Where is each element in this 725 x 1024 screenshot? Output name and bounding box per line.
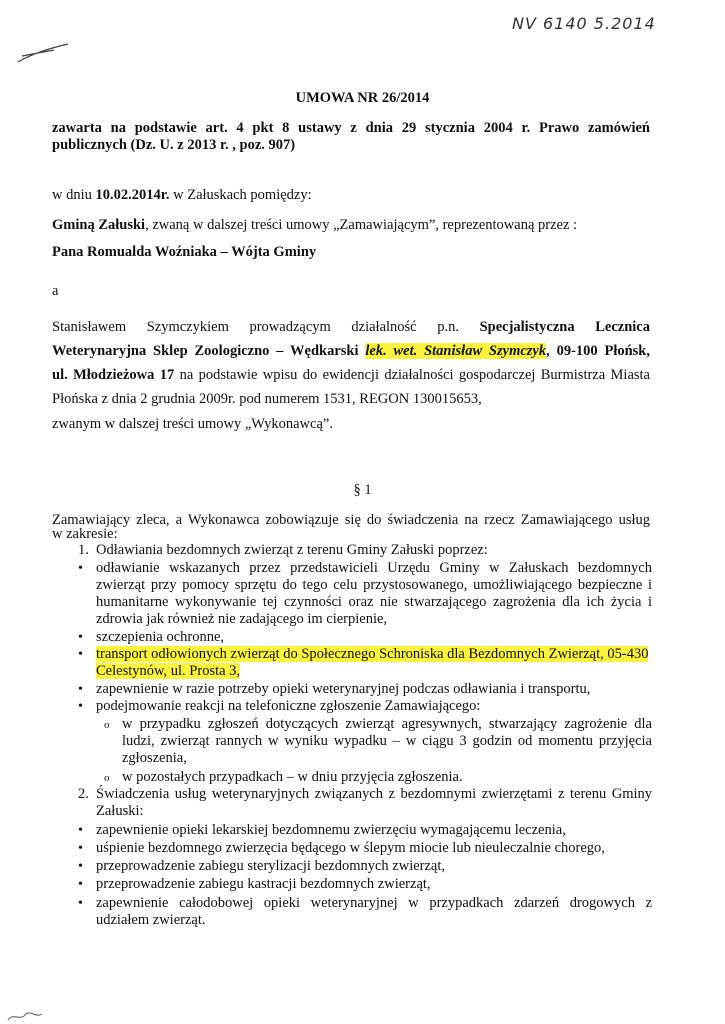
- circle-bullet-icon: o: [104, 719, 110, 731]
- bullet-icon: •: [78, 647, 83, 662]
- item1-number: 1.: [78, 542, 89, 558]
- party2-line5: zwanym w dalszej treści umowy „Wykonawcą”.: [52, 416, 333, 432]
- item1-sub2: w pozostałych przypadkach – w dniu przyjęcia zgłoszenia.: [122, 769, 463, 785]
- item1-bullet4: zapewnienie w razie potrzeby opieki weterynaryjnej podczas odławiania i transportu,: [96, 681, 591, 697]
- contract-date: 10.02.2014r.: [95, 187, 170, 203]
- bullet-icon: •: [78, 561, 83, 576]
- item1-bullet1: odławianie wskazanych przez przedstawicieli Urzędu Gminy w Załuskach bezdomnych zwierząt przy pomocy sprzętu do tego celu przystosowanego, umożliwiającego bezpieczne i humanitarne wykonywanie tej czynności oraz nie stwarzającego zagrożenia dla ich życia i zdrowia jak również nie zadającego im cierpienie,: [96, 560, 652, 627]
- item1-sub1: w przypadku zgłoszeń dotyczących zwierząt agresywnych, stwarzający zagrożenie dla ludzi, zwierząt rannych w wyniku wypadku – w ciągu 3 godzin od momentu przyjęcia zgłoszenia,: [122, 716, 652, 766]
- bullet-icon: •: [78, 823, 83, 838]
- item2-bullet1: zapewnienie opieki lekarskiej bezdomnemu zwierzęciu wymagającemu leczenia,: [96, 822, 566, 838]
- party2-line1: Stanisławem Szymczykiem prowadzącym działalność p.n. Specjalistyczna Lecznica: [52, 319, 650, 335]
- item2-bullet2: uśpienie bezdomnego zwierzęcia będącego w ślepym miocie lub nieuleczalnie chorego,: [96, 840, 605, 856]
- bullet-icon: •: [78, 682, 83, 697]
- party1-representative: Pana Romualda Woźniaka – Wójta Gminy: [52, 244, 317, 260]
- item2-bullet4: przeprowadzenie zabiegu kastracji bezdomnych zwierząt,: [96, 876, 431, 892]
- item2-number: 2.: [78, 786, 89, 802]
- bullet-icon: •: [78, 896, 83, 911]
- initials-scribble: [14, 40, 72, 70]
- party1-line: Gminą Załuski, zwaną w dalszej treści umowy „Zamawiającym”, reprezentowaną przez :: [52, 217, 578, 233]
- margin-scribble: [6, 1008, 46, 1024]
- item1-bullet5: podejmowanie reakcji na telefoniczne zgłoszenie Zamawiającego:: [96, 698, 481, 714]
- circle-bullet-icon: o: [104, 772, 110, 784]
- section-mark: § 1: [353, 482, 372, 498]
- item2-title: Świadczenia usług weterynaryjnych związanych z bezdomnymi zwierzętami z terenu Gminy Załuski:: [96, 786, 652, 819]
- scope-list: [52, 542, 652, 942]
- bullet-icon: •: [78, 859, 83, 874]
- date-line: w dniu 10.02.2014r. w Załuskach pomiędzy:: [52, 187, 312, 203]
- legal-basis: zawarta na podstawie art. 4 pkt 8 ustawy z dnia 29 stycznia 2004 r. Prawo zamówień publicznych (Dz. U. z 2013 r. , poz. 907): [52, 120, 650, 153]
- bullet-icon: •: [78, 877, 83, 892]
- handwritten-reference: NV 6140 5.2014: [512, 14, 656, 33]
- item1-bullet3: [96, 646, 652, 680]
- highlighted-name: lek. wet. Stanisław Szymczyk: [365, 343, 547, 359]
- party2-line3: ul. Młodzieżowa 17 na podstawie wpisu do ewidencji działalności gospodarczej Burmistrza Miasta: [52, 367, 650, 383]
- item2-bullet5: zapewnienie całodobowej opieki weterynaryjnej w przypadkach zdarzeń drogowych z udziałem zwierząt.: [96, 895, 652, 928]
- item1-title: Odławiania bezdomnych zwierząt z terenu Gminy Załuski poprzez:: [96, 542, 488, 558]
- bullet-icon: •: [78, 841, 83, 856]
- intro-line1: Zamawiający zleca, a Wykonawca zobowiązuje się do świadczenia na rzecz Zamawiającego usług: [52, 512, 650, 528]
- item2-bullet3: przeprowadzenie zabiegu sterylizacji bezdomnych zwierząt,: [96, 858, 446, 874]
- party2-line4: Płońska z dnia 2 grudnia 2009r. pod numerem 1531, REGON 130015653,: [52, 391, 482, 407]
- item1-bullet2: szczepienia ochronne,: [96, 629, 225, 645]
- intro-line2: w zakresie:: [52, 526, 118, 542]
- highlighted-transport: transport odłowionych zwierząt do Społecznego Schroniska dla Bezdomnych Zwierząt, 05-430 Celestynów, ul. Prosta 3,: [96, 646, 649, 679]
- party2-line2: Weterynaryjna Sklep Zoologiczno – Wędkarski lek. wet. Stanisław Szymczyk, 09-100 Płońsk,: [52, 343, 650, 359]
- contract-title: UMOWA NR 26/2014: [295, 90, 430, 106]
- bullet-icon: •: [78, 630, 83, 645]
- bullet-icon: •: [78, 699, 83, 714]
- conjunction: a: [52, 283, 59, 299]
- party1-name: Gminą Załuski: [52, 217, 146, 233]
